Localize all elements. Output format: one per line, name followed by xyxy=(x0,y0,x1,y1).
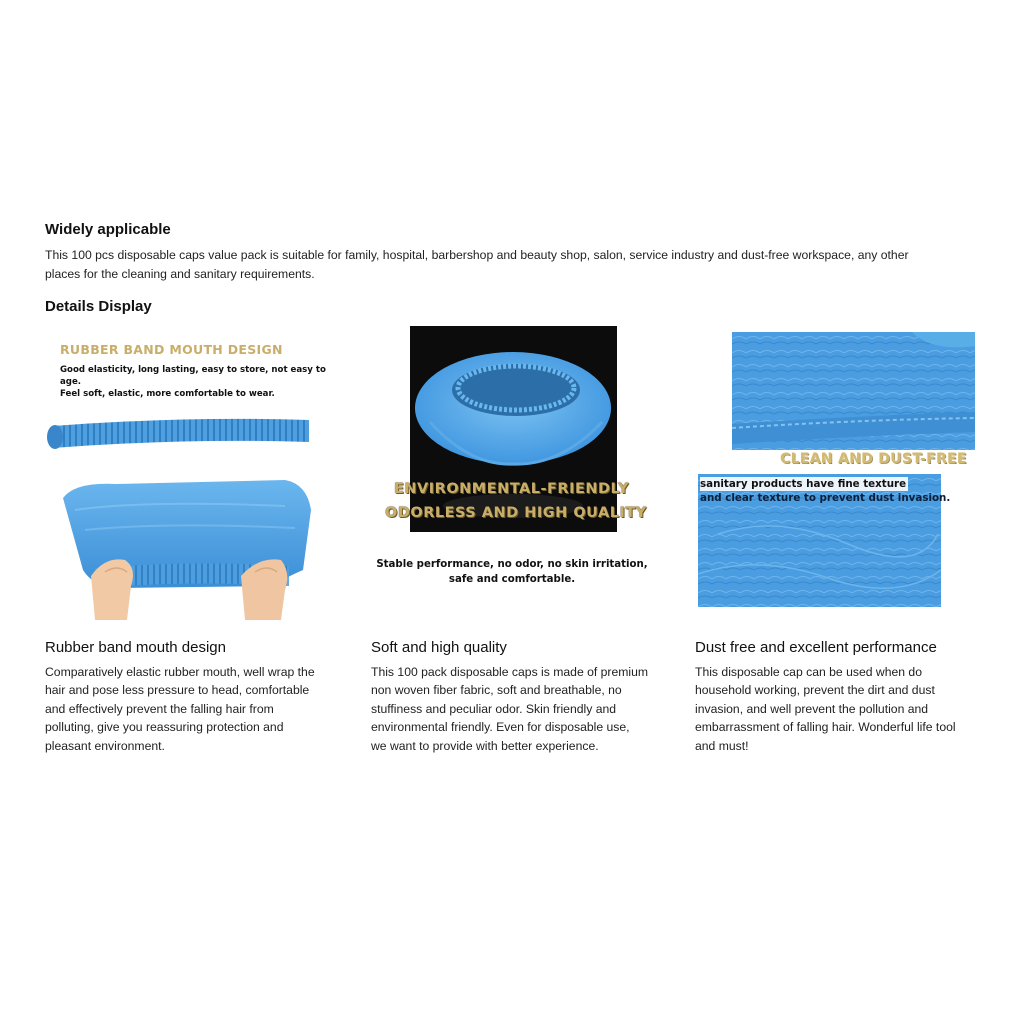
rubber-band-sub-2: Feel soft, elastic, more comfortable to wear. xyxy=(60,389,275,399)
env-sub-2: safe and comfortable. xyxy=(448,573,576,585)
column-3-line: and must! xyxy=(695,738,749,753)
column-1-line: Comparatively elastic rubber mouth, well wrap the xyxy=(45,665,315,679)
column-2-line: environmental friendly. Even for disposable use, xyxy=(371,720,630,735)
details-display-heading: Details Display xyxy=(45,298,152,315)
rubber-band-sub-1: Good elasticity, long lasting, easy to store, not easy to age. xyxy=(60,365,326,387)
clean-dust-free-panel xyxy=(695,330,980,610)
rubber-band-panel xyxy=(45,330,335,620)
clean-sub-2: and clear texture to prevent dust invasion. xyxy=(700,492,951,504)
column-2-line: stuffiness and peculiar odor. Skin friendly and xyxy=(371,701,617,716)
column-2-line: we want to provide with better experience. xyxy=(371,738,599,753)
environmental-friendly-panel xyxy=(370,326,660,596)
intro-line-2: places for the cleaning and sanitary requirements. xyxy=(45,266,315,281)
column-1-line: and effectively prevent the falling hair from xyxy=(45,701,274,716)
column-3-line: household working, prevent the dirt and dust xyxy=(695,683,935,698)
column-2-line: This 100 pack disposable caps is made of premium xyxy=(371,665,649,679)
column-1-body xyxy=(45,663,355,755)
widely-applicable-heading: Widely applicable xyxy=(45,221,171,238)
column-3-line: embarrassment of falling hair. Wonderful life tool xyxy=(695,720,956,735)
column-3-line: This disposable cap can be used when do xyxy=(695,665,922,679)
column-3-line: invasion, and well prevent the pollution and xyxy=(695,701,929,716)
column-dust-free xyxy=(695,639,1005,755)
env-sub-1: Stable performance, no odor, no skin irritation, xyxy=(376,559,648,570)
column-1-title: Rubber band mouth design xyxy=(45,639,226,656)
cap-texture-closeup-image xyxy=(732,332,975,450)
cap-on-black-image xyxy=(410,326,617,532)
column-2-body xyxy=(371,663,681,755)
column-soft-quality xyxy=(371,639,681,755)
rubber-band-panel-title: RUBBER BAND MOUTH DESIGN xyxy=(60,342,283,357)
cap-elastic-band-image xyxy=(45,390,335,620)
column-3-body xyxy=(695,663,1005,755)
column-1-line: pleasant environment. xyxy=(45,738,165,753)
env-panel-subtext xyxy=(370,558,654,587)
clean-dust-free-title: CLEAN AND DUST-FREE xyxy=(780,451,967,467)
column-3-title: Dust free and excellent performance xyxy=(695,639,937,656)
column-rubber-band xyxy=(45,639,355,755)
env-friendly-line: ENVIRONMENTAL-FRIENDLY xyxy=(394,481,630,497)
clean-panel-subtext xyxy=(700,477,950,505)
column-2-line: non woven fiber fabric, soft and breathable, no xyxy=(371,683,622,698)
column-1-line: hair and pose less pressure to head, comfortable xyxy=(45,683,310,698)
column-2-title: Soft and high quality xyxy=(371,639,507,656)
intro-paragraph xyxy=(45,246,995,283)
clean-sub-1: sanitary products have fine texture xyxy=(700,478,907,490)
intro-line-1: This 100 pcs disposable caps value pack is suitable for family, hospital, barbershop and beauty shop, salon, service industry and dust-free workspace, any other xyxy=(45,248,909,262)
odorless-line: ODORLESS AND HIGH QUALITY xyxy=(385,505,647,521)
column-1-line: polluting, give you reassuring protection and xyxy=(45,720,284,735)
